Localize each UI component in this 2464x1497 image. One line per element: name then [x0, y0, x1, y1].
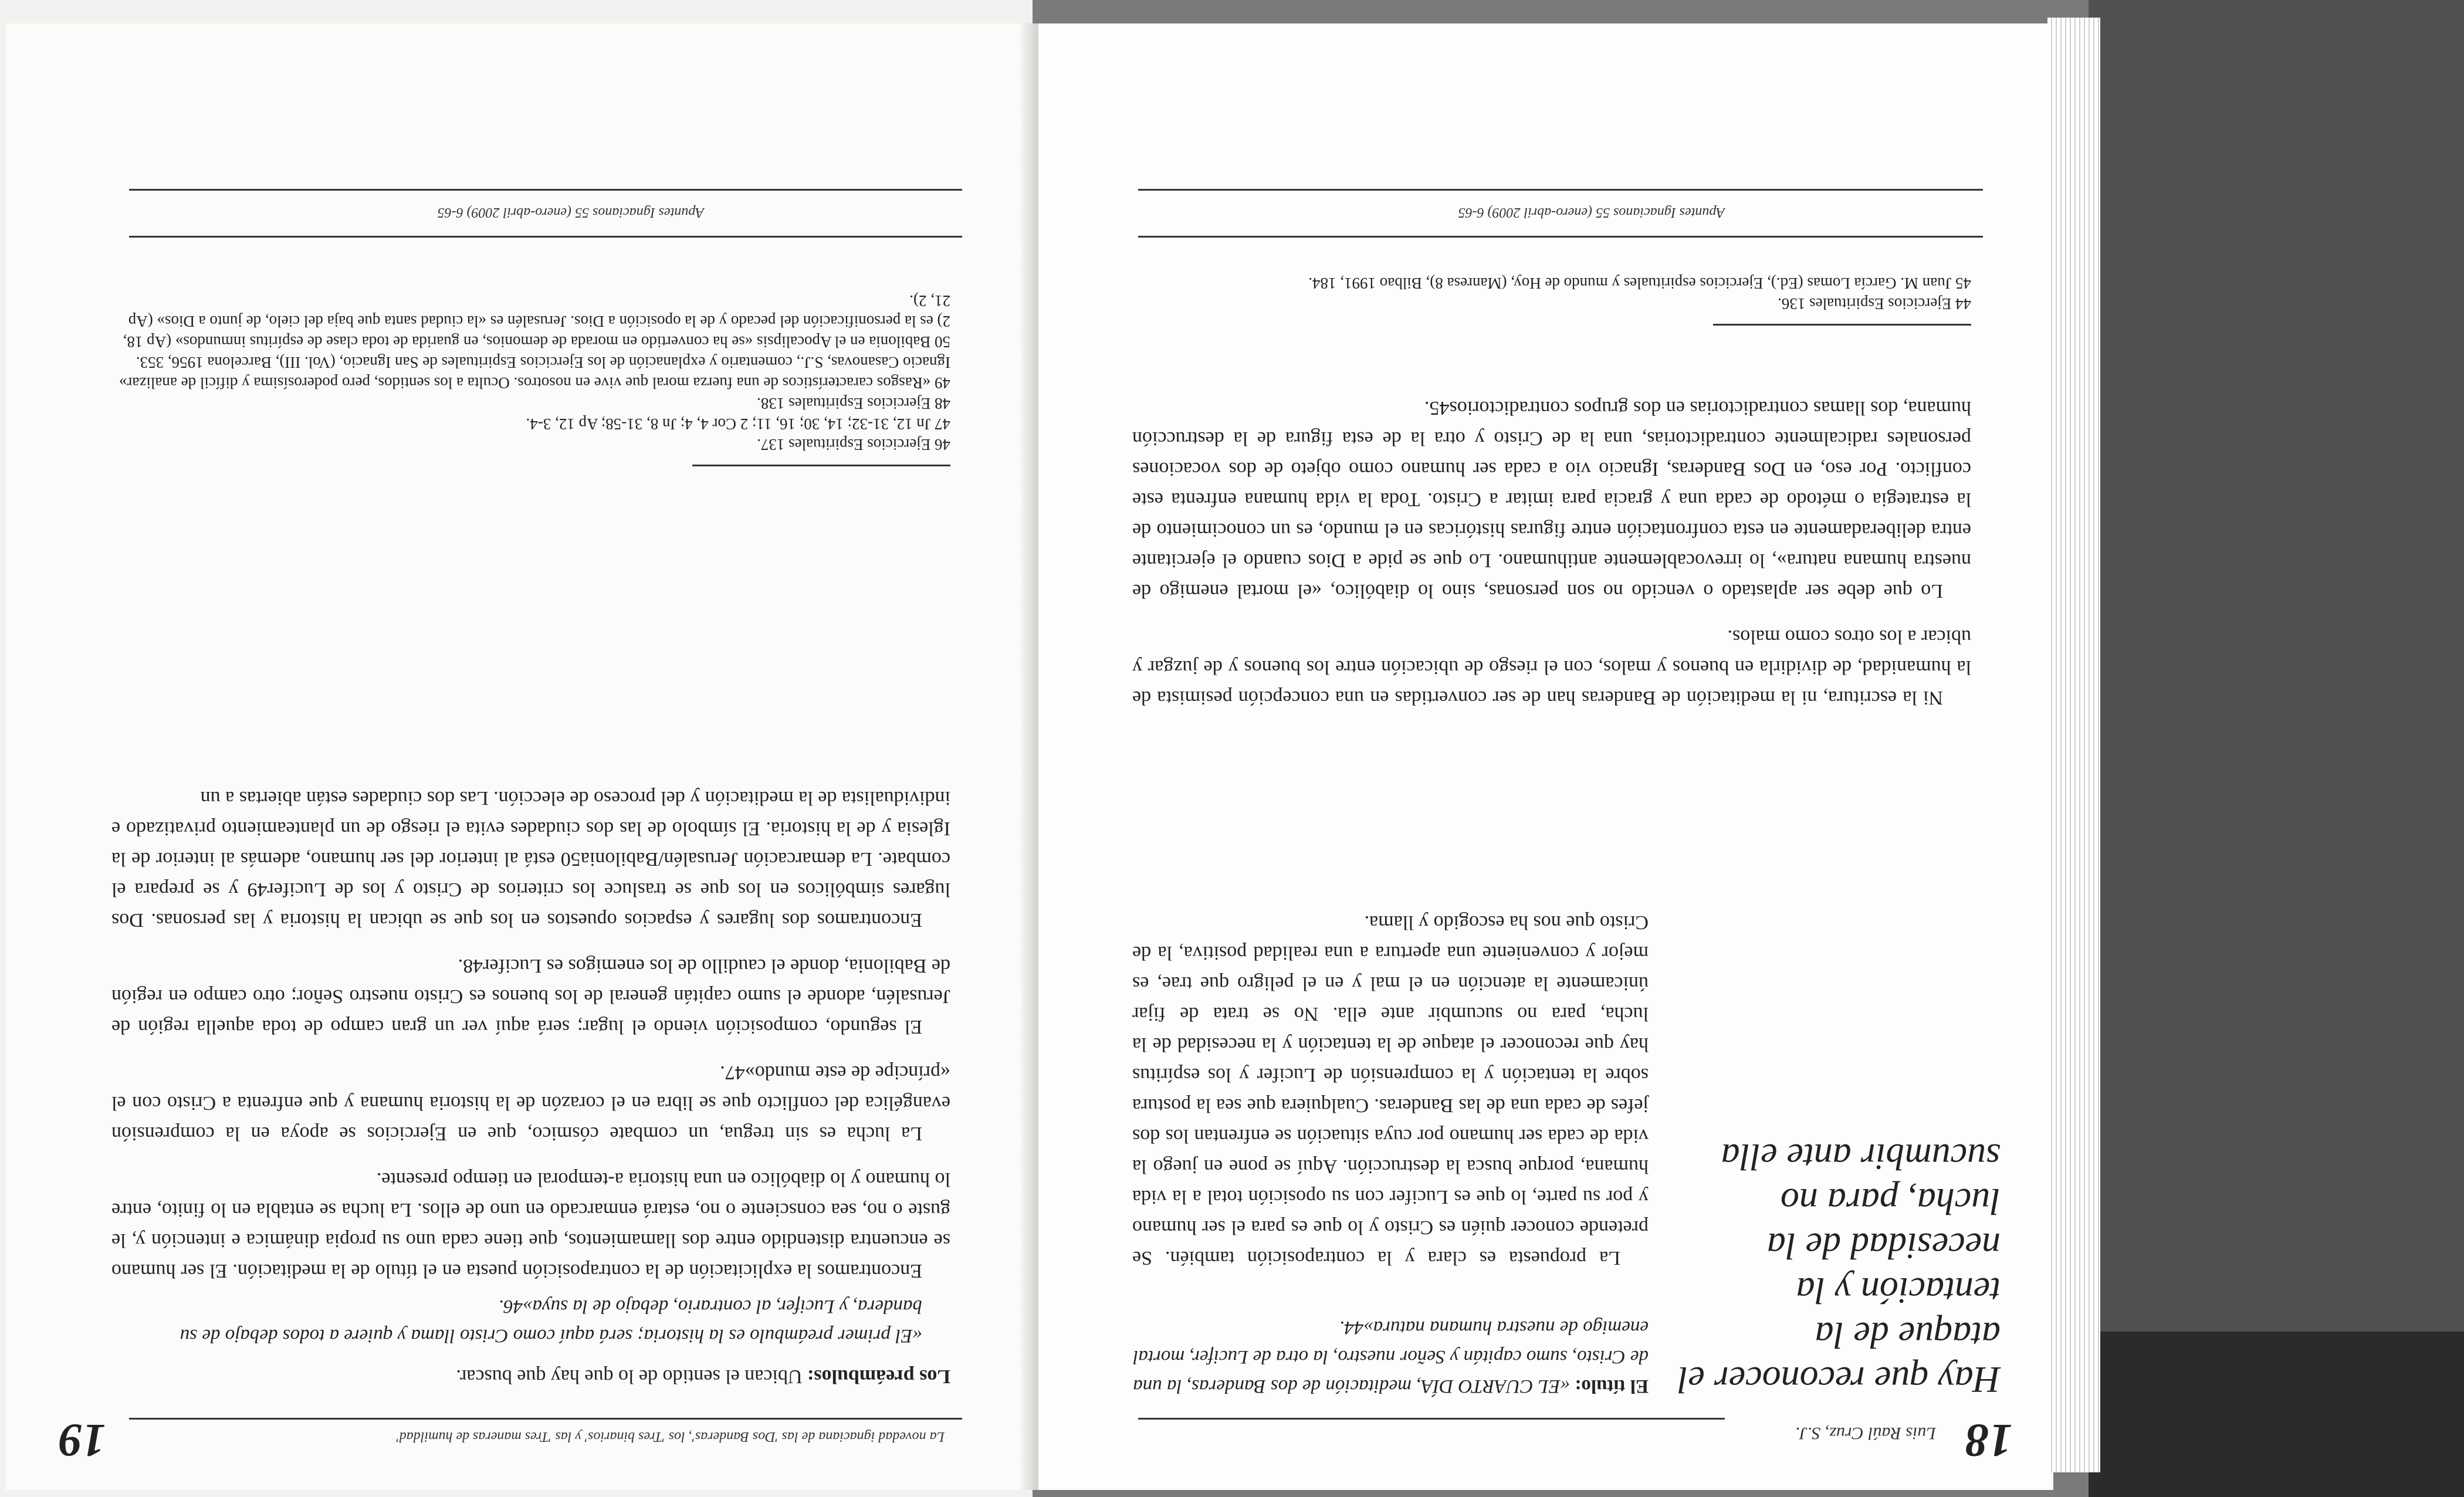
section-intro: Ubican el sentido de lo que hay que buscar.	[456, 1366, 803, 1387]
paragraph: El segundo, composición viendo el lugar; será aquí ver un gran campo de toda aquella región de Jerusalén, adonde el sumo capitán general de los buenos es Cristo nuestro Señor; otro campo en región de Babilonia, donde el caudillo de los enemigos es Lucifer48.	[111, 955, 950, 1038]
footer-rule	[129, 189, 962, 191]
running-head: Luis Raúl Cruz, S.J.	[1795, 1424, 1936, 1443]
title-label: El título:	[1575, 1376, 1649, 1397]
footer-rule	[129, 236, 962, 238]
main-text-column	[1132, 392, 1971, 713]
footnote: 47 Jn 12, 31-32; 14, 30; 16, 11; 2 Cor 4, 4; Jn 8, 31-58; Ap 12, 3-4.	[526, 415, 950, 433]
footnote-rule	[692, 465, 950, 466]
page-number: 18	[1965, 1414, 2012, 1466]
paragraph: Encontramos dos lugares y espacios opuestos en los que se ubican la historia y las personas. Dos lugares simbólicos en los que se trasluce los criterios de Cristo y los de Lucifer49 y se prepara el combate. La demarcación Jerusalén/Babilonia50 está al interior del ser humano, además al interior de la Iglesia y de la historia. El símbolo de las dos ciudades evita el riesgo de un planteamiento privatizado e individualista de la meditación y del proceso de elección. Las dos ciudades están abiertas a un	[111, 787, 950, 931]
paragraph: Ni la escritura, ni la meditación de Banderas han de ser convertidas en una concepción pesimista de la humanidad, de dividirla en buenos y malos, con el riesgo de ubicación entre los buenos y de juzgar y ubicar a los otros como malos.	[1132, 626, 1971, 709]
running-head: La novedad ignaciana de las 'Dos Banderas', los 'Tres binarios' y las 'Tres maneras de humildad'	[396, 1429, 945, 1444]
section-title: Los preámbulos:	[807, 1366, 950, 1387]
page-footer: Apuntes Ignacianos 55 (enero-abril 2009) 6-65	[437, 205, 704, 220]
footnote: 44 Ejercicios Espirituales 136.	[1778, 295, 1971, 313]
footnotes	[111, 290, 950, 455]
page-edges	[2047, 18, 2100, 1472]
pull-quote: Hay que reconocer el ataque de la tentación y la necesidad de la lucha, para no sucumbir ante ella	[1677, 1136, 2001, 1401]
paragraph: La propuesta es clara y la contraposición también. Se pretende conocer quién es Cristo y lo que es para el ser humano y por su parte, lo que es Lucifer con su oposición total a la vida humana, porque busca la destrucción. Aquí se pone en juego la vida de cada ser humano por cuya situación se enfrentan los dos jefes de cada una de las Banderas. Cualquiera que sea la postura sobre la tentación y la comprensión de Lucifer y los espíritus hay que reconocer el ataque de la tentación y la necesidad de la lucha, para no sucumbir ante ella. No se trata de fijar únicamente la atención en el mal y en el peligro que trae, es mejor y conveniente una apertura a una realidad positiva, la de Cristo que nos ha escogido y llama.	[1132, 912, 1649, 1269]
title-paragraph	[1132, 1313, 1649, 1401]
header-rule	[1138, 1418, 1725, 1420]
footnote: 46 Ejercicios Espirituales 137.	[757, 436, 950, 453]
main-text-column	[111, 783, 950, 1391]
scan-background-right	[2089, 0, 2464, 1497]
footnote: 49 «Rasgos característicos de una fuerza moral que vive en nosotros. Oculta a los sentidos, pero poderosísima y difícil de analizar» Ignacio Casanovas, S.J., comentario y explanación de los Ejercicios Espirituales de San Ignacio, (Vol. III), Barcelona 1956, 353.	[119, 354, 950, 392]
scan-background-shadow	[2089, 1332, 2464, 1497]
header-rule	[129, 1418, 962, 1420]
paragraph: La lucha es sin tregua, un combate cósmico, que en Ejercicios se apoya en la comprensión evangélica del conflicto que se libra en el corazón de la historia humana y que enfrenta a Cristo con el «príncipe de este mundo»47.	[111, 1062, 950, 1144]
quote-46: «El primer preámbulo es la historia; será aquí como Cristo llama y quiere a todos debajo de su bandera, y Lucifer, al contrario, debajo de la suya»46.	[180, 1296, 922, 1346]
page-18-rotated-content	[1038, 23, 2053, 1490]
footnote: 45 Juan M. García Lomas (Ed.), Ejercicios espirituales y mundo de Hoy, (Manresa 8), Bilbao 1991, 184.	[1308, 275, 1971, 292]
page-number: 19	[59, 1414, 106, 1466]
footnotes	[1132, 273, 1971, 314]
page-18	[1038, 23, 2053, 1490]
page-19	[6, 23, 1033, 1490]
footer-rule	[1138, 189, 1983, 191]
paragraph: Lo que debe ser aplastado o vencido no son personas, sino lo diabólico, «el mortal enemigo de nuestra humana natura», lo irrevocablemente antihumano. Lo que se pide a Dios cuando el ejercitante entra deliberadamente en esta confrontación entre figuras históricas en el mundo, es un conocimiento de la estrategia o método de cada una y gracia para imitar a Cristo. Toda la vida humana enfrenta este conflicto. Por eso, en Dos Banderas, Ignacio vio a cada ser humano como objeto de dos vocaciones personales radicalmente contradictorias, una la de Cristo y otra la de esta figura de la destrucción humana, dos llamas contradictorias en dos grupos contradictorios45.	[1132, 397, 1971, 602]
footnote-rule	[1713, 324, 1971, 326]
paragraph-column-narrow	[1132, 907, 1649, 1273]
page-footer: Apuntes Ignacianos 55 (enero-abril 2009) 6-65	[1458, 205, 1725, 220]
paragraph: Encontramos la explicitación de la contraposición puesta en el título de la meditación. El ser humano se encuentra distendido entre dos llamamientos, que tiene cada uno su propia dinámica e intención y, le guste o no, sea consciente o no, estará enmarcado en uno de ellos. La lucha se entabla en lo finito, entre lo humano y lo diabólico en una historia a-temporal en tiempo presente.	[111, 1169, 950, 1282]
page-19-rotated-content	[6, 23, 1033, 1490]
footnote: 48 Ejercicios Espirituales 138.	[757, 395, 950, 412]
footnote: 50 Babilonia en el Apocalipsis «se ha convertido en morada de demonios, en guarida de toda clase de espíritus inmundos» (Ap 18, 2) es la personificación del pecado y de la oposición a Dios. Jerusalén es «la ciudad santa que baja del cielo, de junto a Dios» (Ap 21, 2).	[123, 292, 950, 351]
footer-rule	[1138, 236, 1983, 238]
title-block	[1132, 1313, 1649, 1401]
title-text: «EL CUARTO DÍA, meditación de dos Banderas, la una de Cristo, sumo capitán y Señor nuestro, la otra de Lucifer, mortal enemigo de nuestra humana natura»44.	[1133, 1317, 1649, 1397]
section-heading	[111, 1361, 950, 1391]
